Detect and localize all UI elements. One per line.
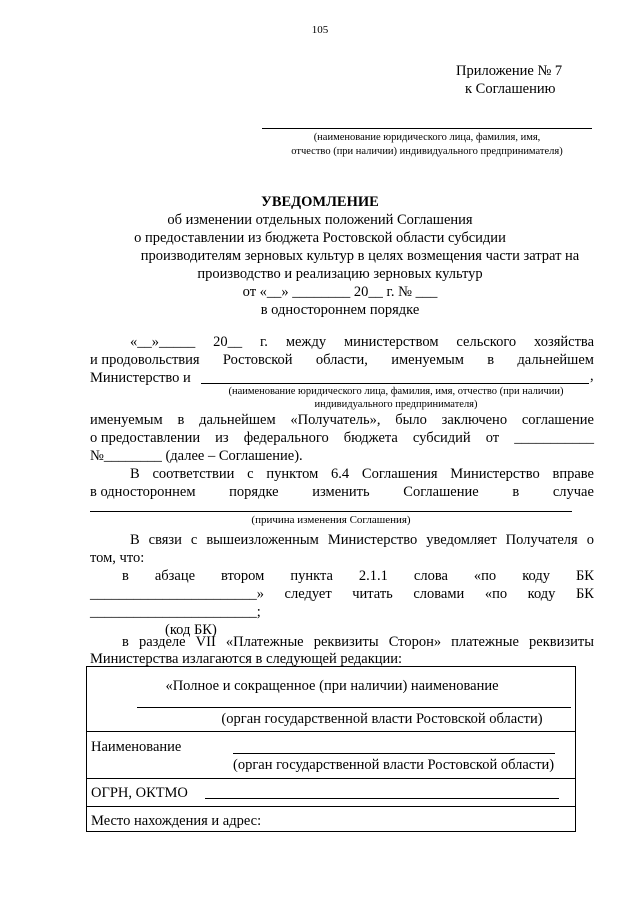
title-line-6: в одностороннем порядке [260, 302, 420, 318]
title-line-1: об изменении отдельных положений Соглашения [167, 212, 473, 228]
text-run: реквизиты [313, 634, 379, 650]
text-run: соглашение [521, 412, 594, 428]
reason-line [90, 511, 572, 512]
text-run: 6.4 [331, 466, 350, 482]
text-run: разделе [138, 634, 186, 650]
title-line-3: производителям зерновых культур в целях возмещения части затрат на [140, 248, 580, 264]
row-divider [87, 806, 575, 807]
text-run: министерством [343, 334, 439, 350]
text-run: VII [195, 634, 216, 650]
title-line-4: производство и реализацию зерновых культур [197, 266, 483, 282]
text-run: Министерство [450, 466, 540, 482]
requisites-table [86, 666, 576, 832]
text-run: с [247, 466, 254, 482]
text-run: пункта [290, 568, 333, 584]
appendix-subtitle: к Соглашению [465, 81, 556, 97]
text-run: было [395, 412, 427, 428]
text-run: словами [413, 586, 465, 602]
p3-line-2: том, что: [90, 550, 145, 566]
text-run: хозяйства [534, 334, 594, 350]
reason-caption: (причина изменения Соглашения) [251, 514, 411, 526]
p1-line-4 [90, 411, 594, 429]
text-run: реквизиты [529, 634, 594, 650]
text-run: между [285, 334, 327, 350]
row2-label: Наименование [91, 739, 182, 755]
title-line-2: о предоставлении из бюджета Ростовской области субсидии [134, 230, 506, 246]
p5-line-2: Министерства излагаются в следующей редакции: [90, 651, 403, 667]
row1-caption: (орган государственной власти Ростовской области) [221, 711, 543, 727]
text-run: порядке [229, 484, 279, 500]
text-run: уведомляет [426, 532, 497, 548]
text-run: «по [473, 568, 497, 584]
recipient-line [262, 128, 592, 129]
text-run: Ростовской [222, 352, 293, 368]
text-run: вправе [552, 466, 594, 482]
text-run: вышеизложенным [206, 532, 319, 548]
text-run: о предоставлении [90, 430, 201, 446]
row-divider [87, 778, 575, 779]
text-run: соответствии [152, 466, 235, 482]
p1-line-6: №________ (далее – Соглашение). [90, 448, 303, 464]
text-run: 2.1.1 [358, 568, 388, 584]
row1-line [137, 707, 571, 708]
appendix-number: Приложение № 7 [456, 63, 563, 79]
entity-caption-1: (наименование юридического лица, фамилия, имя, отчество (при наличии) [228, 386, 564, 397]
text-run: «Платежные [225, 634, 304, 650]
row1-title: «Полное и сокращенное (при наличии) наименование [165, 678, 499, 694]
text-run: дальнейшем [199, 412, 276, 428]
recipient-caption-2: отчество (при наличии) индивидуального предпринимателя) [291, 146, 563, 157]
text-run: ___________ [514, 430, 594, 446]
text-run: коду [522, 568, 550, 584]
text-run: и продовольствия [90, 352, 200, 368]
p5-line-1 [122, 633, 594, 651]
text-run: Соглашения [361, 466, 438, 482]
text-run: следует [284, 586, 332, 602]
text-run: 20__ [213, 334, 243, 350]
text-run: _______________________» [90, 586, 264, 602]
text-run: читать [352, 586, 393, 602]
p1-line-3-comma: , [590, 368, 594, 384]
p4-line-2 [90, 585, 594, 603]
row-divider [87, 731, 575, 732]
row3-line [205, 798, 559, 799]
text-run: г. [260, 334, 268, 350]
entity-caption-2: индивидуального предпринимателя) [314, 399, 478, 410]
text-run: субсидий [412, 430, 471, 446]
p4-line-1 [122, 567, 594, 585]
text-run: БК [575, 586, 594, 602]
text-run: с [190, 532, 198, 548]
text-run: дальнейшем [517, 352, 594, 368]
text-run: именуемым [90, 412, 163, 428]
title-line-5: от «__» ________ 20__ г. № ___ [242, 284, 438, 300]
text-run: Соглашение [403, 484, 479, 500]
text-run: В [130, 466, 140, 482]
row2-line [233, 753, 555, 754]
text-run: пунктом [266, 466, 319, 482]
text-run: случае [552, 484, 594, 500]
text-run: от [485, 430, 500, 446]
text-run: «Получатель», [290, 412, 381, 428]
text-run: Сторон» [388, 634, 442, 650]
text-run: в [122, 568, 129, 584]
text-run: заключено [441, 412, 508, 428]
text-run: сельского [456, 334, 517, 350]
p2-line-1 [130, 465, 594, 483]
text-run: платежные [451, 634, 519, 650]
text-run: именуемым [391, 352, 464, 368]
text-run: в [177, 412, 185, 428]
text-run: в [122, 634, 129, 650]
text-run: федерального [243, 430, 329, 446]
p3-line-1 [130, 531, 594, 549]
text-run: области, [315, 352, 368, 368]
p1-line-3-prefix: Министерство и [90, 370, 191, 386]
p1-line-5 [90, 429, 594, 447]
text-run: бюджета [343, 430, 398, 446]
text-run: о [586, 532, 594, 548]
text-run: БК [575, 568, 594, 584]
text-run: в [487, 352, 495, 368]
text-run: «__»_____ [130, 334, 196, 350]
kbk-caption: (код БК) [165, 622, 217, 638]
entity-name-line [201, 383, 589, 384]
row4-label: Место нахождения и адрес: [91, 813, 262, 829]
recipient-caption-1: (наименование юридического лица, фамилия, имя, [313, 132, 541, 143]
text-run: Министерство [327, 532, 418, 548]
text-run: в одностороннем [90, 484, 196, 500]
row2-caption: (орган государственной власти Ростовской области) [233, 757, 555, 773]
text-run: абзаце [154, 568, 196, 584]
p2-line-2 [90, 483, 594, 501]
text-run: коду [527, 586, 556, 602]
text-run: слова [413, 568, 448, 584]
p1-line-2 [90, 351, 594, 369]
p1-line-1 [130, 333, 594, 351]
text-run: в [512, 484, 520, 500]
text-run: связи [148, 532, 182, 548]
text-run: «по [484, 586, 508, 602]
row3-label: ОГРН, ОКТМО [91, 785, 188, 801]
text-run: В [130, 532, 140, 548]
p4-line-3: _______________________; [90, 604, 261, 620]
page-number: 105 [311, 24, 329, 36]
text-run: изменить [312, 484, 370, 500]
notice-title: УВЕДОМЛЕНИЕ [261, 194, 379, 210]
text-run: из [215, 430, 229, 446]
text-run: Получателя [505, 532, 578, 548]
text-run: втором [221, 568, 265, 584]
